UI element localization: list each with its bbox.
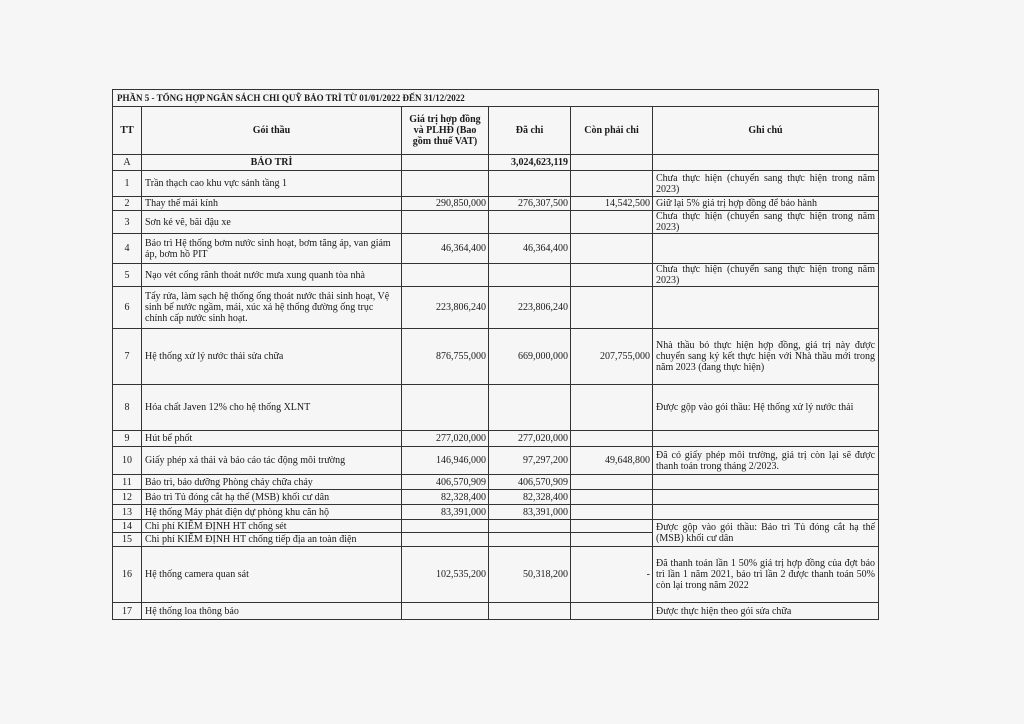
row-contract-value: 102,535,200 [402, 547, 489, 603]
header-note: Ghi chú [653, 107, 879, 155]
row-remaining [571, 234, 653, 264]
row-contract-value: 406,570,909 [402, 475, 489, 490]
group-value [402, 155, 489, 171]
row-remaining [571, 264, 653, 287]
table-row [113, 287, 879, 329]
row-contract-value: 46,364,400 [402, 234, 489, 264]
row-remaining [571, 171, 653, 197]
row-note: Được gộp vào gói thầu: Hệ thống xử lý nước thải [653, 385, 879, 431]
section-title: PHẦN 5 - TỔNG HỢP NGÂN SÁCH CHI QUỸ BẢO TRÌ TỪ 01/01/2022 ĐẾN 31/12/2022 [113, 90, 879, 107]
row-package: Hút bể phốt [142, 431, 402, 447]
row-note [653, 475, 879, 490]
row-note: Được gộp vào gói thầu: Bảo trì Tủ đóng cắt hạ thế (MSB) khối cư dân [653, 520, 879, 547]
group-code: A [113, 155, 142, 171]
row-contract-value: 277,020,000 [402, 431, 489, 447]
row-contract-value [402, 533, 489, 547]
row-package: Hệ thống xử lý nước thải sửa chữa [142, 329, 402, 385]
row-tt: 10 [113, 447, 142, 475]
row-remaining [571, 287, 653, 329]
row-package: Trần thạch cao khu vực sảnh tầng 1 [142, 171, 402, 197]
row-package: Chi phí KIỂM ĐỊNH HT chống sét [142, 520, 402, 533]
row-package: Thay thế mái kính [142, 197, 402, 211]
row-package: Hóa chất Javen 12% cho hệ thống XLNT [142, 385, 402, 431]
row-tt: 7 [113, 329, 142, 385]
row-tt: 3 [113, 211, 142, 234]
group-row [113, 155, 879, 171]
row-note [653, 287, 879, 329]
row-package: Sơn kẻ vẽ, bãi đậu xe [142, 211, 402, 234]
table-row [113, 197, 879, 211]
table-row [113, 505, 879, 520]
row-tt: 11 [113, 475, 142, 490]
row-paid [489, 171, 571, 197]
row-paid [489, 385, 571, 431]
group-remaining [571, 155, 653, 171]
row-remaining [571, 533, 653, 547]
row-note: Chưa thực hiện (chuyển sang thực hiện trong năm 2023) [653, 211, 879, 234]
row-paid: 276,307,500 [489, 197, 571, 211]
budget-table-wrapper [112, 89, 878, 620]
row-package: Tẩy rửa, làm sạch hệ thống ống thoát nước thải sinh hoạt, Vệ sinh bể nước ngầm, mái, xúc xả hệ thống đường ống trục chính cấp nước sinh hoạt. [142, 287, 402, 329]
header-remaining: Còn phải chi [571, 107, 653, 155]
row-package: Giấy phép xả thải và báo cáo tác động môi trường [142, 447, 402, 475]
row-tt: 9 [113, 431, 142, 447]
table-row [113, 234, 879, 264]
row-tt: 15 [113, 533, 142, 547]
row-contract-value: 82,328,400 [402, 490, 489, 505]
row-note: Chưa thực hiện (chuyển sang thực hiện trong năm 2023) [653, 264, 879, 287]
row-paid: 406,570,909 [489, 475, 571, 490]
row-tt: 8 [113, 385, 142, 431]
table-row [113, 520, 879, 533]
table-row [113, 447, 879, 475]
row-note: Đã thanh toán lần 1 50% giá trị hợp đồng của đợt bảo trì lần 1 năm 2021, bảo trì lần 2 được thanh toán 50% còn lại trong năm 2022 [653, 547, 879, 603]
row-paid [489, 520, 571, 533]
row-note [653, 505, 879, 520]
row-note: Chưa thực hiện (chuyển sang thực hiện trong năm 2023) [653, 171, 879, 197]
row-tt: 14 [113, 520, 142, 533]
row-remaining [571, 520, 653, 533]
row-tt: 12 [113, 490, 142, 505]
row-contract-value: 223,806,240 [402, 287, 489, 329]
header-contract-value: Giá trị hợp đồng và PLHĐ (Bao gồm thuế VAT) [402, 107, 489, 155]
table-row [113, 475, 879, 490]
row-remaining: 49,648,800 [571, 447, 653, 475]
row-tt: 5 [113, 264, 142, 287]
row-tt: 17 [113, 603, 142, 620]
header-tt: TT [113, 107, 142, 155]
row-package: Nạo vét cống rãnh thoát nước mưa xung quanh tòa nhà [142, 264, 402, 287]
row-tt: 13 [113, 505, 142, 520]
edge-scan-marks [1009, 262, 1021, 276]
row-package: Bảo trì Hệ thống bơm nước sinh hoạt, bơm tăng áp, van giảm áp, bơm hồ PIT [142, 234, 402, 264]
row-contract-value: 290,850,000 [402, 197, 489, 211]
row-note [653, 490, 879, 505]
row-package: Chi phí KIỂM ĐỊNH HT chống tiếp địa an toàn điện [142, 533, 402, 547]
row-note: Được thực hiện theo gói sửa chữa [653, 603, 879, 620]
row-contract-value: 146,946,000 [402, 447, 489, 475]
row-paid [489, 264, 571, 287]
row-package: Hệ thống camera quan sát [142, 547, 402, 603]
row-tt: 16 [113, 547, 142, 603]
row-note: Đã có giấy phép môi trường, giá trị còn lại sẽ được thanh toán trong tháng 2/2023. [653, 447, 879, 475]
row-paid: 277,020,000 [489, 431, 571, 447]
row-package: Bảo trì, bảo dưỡng Phòng cháy chữa cháy [142, 475, 402, 490]
row-contract-value [402, 385, 489, 431]
row-note [653, 234, 879, 264]
row-contract-value [402, 603, 489, 620]
table-row [113, 385, 879, 431]
row-tt: 1 [113, 171, 142, 197]
row-note: Giữ lại 5% giá trị hợp đồng để bảo hành [653, 197, 879, 211]
table-row [113, 171, 879, 197]
row-contract-value [402, 264, 489, 287]
row-paid: 46,364,400 [489, 234, 571, 264]
row-contract-value [402, 171, 489, 197]
row-paid: 82,328,400 [489, 490, 571, 505]
row-contract-value [402, 211, 489, 234]
row-contract-value: 83,391,000 [402, 505, 489, 520]
header-row [113, 107, 879, 155]
budget-table [112, 89, 879, 620]
header-package: Gói thầu [142, 107, 402, 155]
table-row [113, 547, 879, 603]
row-remaining [571, 385, 653, 431]
table-row [113, 264, 879, 287]
table-row [113, 490, 879, 505]
row-paid: 223,806,240 [489, 287, 571, 329]
row-remaining [571, 490, 653, 505]
table-body [113, 171, 879, 620]
row-tt: 2 [113, 197, 142, 211]
row-remaining [571, 211, 653, 234]
header-paid: Đã chi [489, 107, 571, 155]
row-paid [489, 533, 571, 547]
row-note: Nhà thầu bỏ thực hiện hợp đồng, giá trị này được chuyển sang ký kết thực hiện với Nhà thầu mới trong năm 2023 (đang thực hiện) [653, 329, 879, 385]
group-paid-total: 3,024,623,119 [489, 155, 571, 171]
row-paid: 50,318,200 [489, 547, 571, 603]
table-row [113, 603, 879, 620]
row-remaining: - [571, 547, 653, 603]
row-paid: 83,391,000 [489, 505, 571, 520]
row-remaining [571, 603, 653, 620]
group-note [653, 155, 879, 171]
row-tt: 6 [113, 287, 142, 329]
row-remaining [571, 475, 653, 490]
row-package: Hệ thống loa thông báo [142, 603, 402, 620]
row-paid [489, 211, 571, 234]
row-paid [489, 603, 571, 620]
row-tt: 4 [113, 234, 142, 264]
row-contract-value: 876,755,000 [402, 329, 489, 385]
row-remaining [571, 505, 653, 520]
row-remaining [571, 431, 653, 447]
row-paid: 97,297,200 [489, 447, 571, 475]
table-row [113, 329, 879, 385]
row-remaining: 14,542,500 [571, 197, 653, 211]
table-row [113, 211, 879, 234]
row-contract-value [402, 520, 489, 533]
row-package: Hệ thống Máy phát điện dự phòng khu căn hộ [142, 505, 402, 520]
row-note [653, 431, 879, 447]
row-paid: 669,000,000 [489, 329, 571, 385]
row-remaining: 207,755,000 [571, 329, 653, 385]
table-row [113, 431, 879, 447]
row-package: Bảo trì Tủ đóng cắt hạ thế (MSB) khối cư dân [142, 490, 402, 505]
group-name: BẢO TRÌ [142, 155, 402, 171]
